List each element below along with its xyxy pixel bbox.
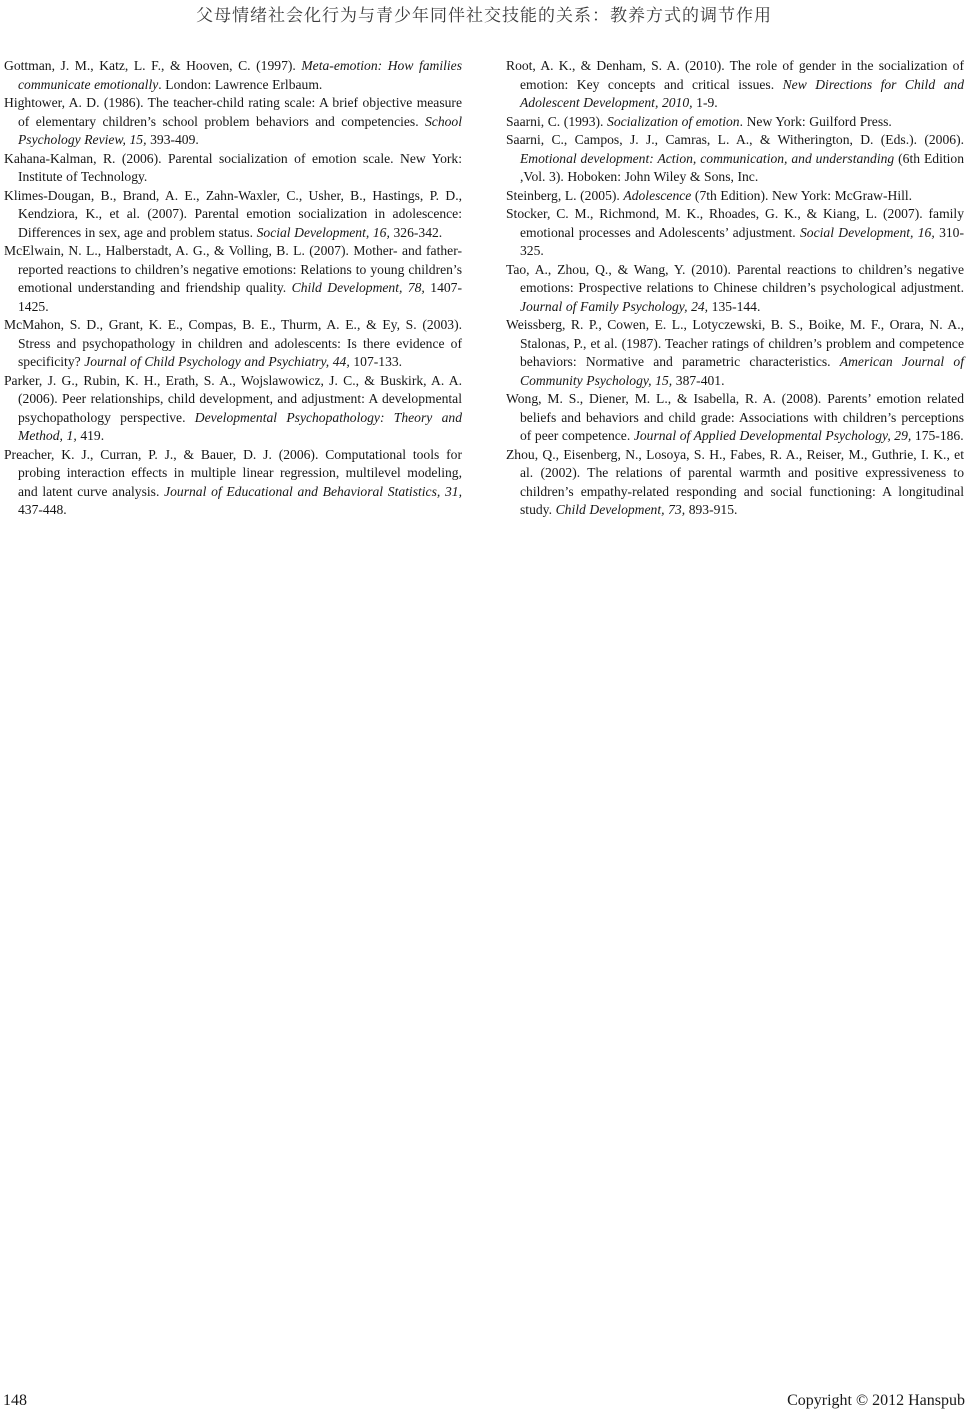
reference-italic-segment: American Journal of Community Psychology, 15, — [520, 354, 964, 388]
reference-entry — [4, 242, 462, 316]
reference-text-segment: 1407-1425. — [18, 280, 462, 314]
reference-text-segment: 175-186. — [914, 428, 964, 443]
reference-text-segment: Tao, A., Zhou, Q., & Wang, Y. (2010). Parental reactions to children’s negative emotions: Prospective relations to Chinese children’s psychological adjustment. — [506, 261, 964, 295]
reference-italic-segment: Journal of Educational and Behavioral Statistics, 31, — [164, 483, 462, 499]
reference-text-segment: Weissberg, R. P., Cowen, E. L., Lotyczewski, B. S., Boike, M. F., Orara, N. A., Stalonas, P., et al. (1987). Teacher ratings of children’s problem and competence behaviors: Normative and parametric characteristics. — [506, 317, 964, 369]
reference-italic-segment: Child Development, 73, — [555, 502, 689, 517]
page-header — [0, 0, 968, 27]
reference-text-segment: 387-401. — [675, 372, 725, 388]
reference-entry — [506, 316, 964, 390]
reference-italic-segment: School Psychology Review, 15, — [18, 113, 462, 147]
reference-text-segment: Kahana-Kalman, R. (2006). Parental socialization of emotion scale. New York: Institute of Technology. — [4, 150, 462, 184]
reference-italic-segment: Emotional development: Action, communication, and understanding — [520, 150, 895, 166]
reference-italic-segment: Adolescence — [623, 187, 692, 203]
reference-text-segment: 437-448. — [18, 502, 67, 517]
reference-text-segment: 135-144. — [711, 298, 761, 314]
copyright-notice: Copyright © 2012 Hanspub — [787, 1392, 965, 1409]
reference-entry — [4, 316, 462, 372]
reference-entry — [4, 94, 462, 150]
reference-entry — [4, 187, 462, 243]
reference-entry — [4, 446, 462, 520]
reference-text-segment: . London: Lawrence Erlbaum. — [158, 76, 323, 92]
reference-italic-segment: Journal of Family Psychology, 24, — [520, 298, 712, 314]
reference-text-segment: 1-9. — [696, 95, 718, 110]
reference-text-segment: Root, A. K., & Denham, S. A. (2010). The role of gender in the socialization of emotion: Key concepts and critical issues. — [506, 58, 964, 92]
reference-text-segment: Preacher, K. J., Curran, P. J., & Bauer, D. J. (2006). Computational tools for probing interaction effects in multiple linear regression, multilevel modeling, and latent curve analysis. — [4, 446, 462, 499]
reference-text-segment: Gottman, J. M., Katz, L. F., & Hooven, C. (1997). — [4, 58, 302, 73]
reference-italic-segment: Developmental Psychopathology: Theory and Method, 1, — [18, 409, 462, 443]
reference-entry — [4, 57, 462, 94]
reference-text-segment: 310-325. — [520, 224, 964, 258]
reference-entry — [4, 372, 462, 446]
reference-entry — [4, 150, 462, 187]
reference-italic-segment: Meta-emotion: How families communicate emotionally — [18, 58, 462, 92]
reference-entry — [506, 113, 964, 132]
reference-text-segment: Saarni, C., Campos, J. J., Camras, L. A., & Witherington, D. (Eds.). (2006). — [506, 132, 964, 147]
reference-text-segment: Wong, M. S., Diener, M. L., & Isabella, R. A. (2008). Parents’ emotion related beliefs and behaviors and child grade: Associations with children’s perceptions of peer competence. — [506, 391, 964, 443]
reference-text-segment: Steinberg, L. (2005). — [506, 187, 624, 203]
reference-entry — [506, 261, 964, 317]
reference-text-segment: Hightower, A. D. (1986). The teacher-child rating scale: A brief objective measure of elementary children’s school problem behaviors and competencies. — [4, 95, 462, 129]
page-number: 148 — [3, 1392, 27, 1409]
reference-italic-segment: New Directions for Child and Adolescent Development, 2010, — [520, 76, 964, 110]
reference-italic-segment: Child Development, 78, — [291, 280, 431, 295]
reference-text-segment: 326-342. — [393, 224, 443, 240]
reference-entry — [506, 187, 964, 206]
reference-italic-segment: Socialization of emotion — [607, 113, 740, 129]
reference-text-segment: Zhou, Q., Eisenberg, N., Losoya, S. H., Fabes, R. A., Reiser, M., Guthrie, I. K., et al. (2002). The relations of parental warmth and positive expressiveness to children’s empathy-related responding and social functioning: A longitudinal study. — [506, 446, 964, 517]
reference-text-segment: Stocker, C. M., Richmond, M. K., Rhoades, G. K., & Kiang, L. (2007). family emotional processes and Adolescents’ adjustment. — [506, 206, 964, 240]
page-footer — [3, 1391, 965, 1411]
reference-italic-segment: Social Development, 16, — [800, 224, 940, 240]
running-head-title: 父母情绪社会化行为与青少年同伴社交技能的关系：教养方式的调节作用 — [196, 6, 772, 25]
reference-text-segment: (6th Edition ,Vol. 3). Hoboken: John Wiley & Sons, Inc. — [520, 150, 964, 184]
reference-text-segment: 419. — [80, 428, 105, 443]
reference-text-segment: Parker, J. G., Rubin, K. H., Erath, S. A., Wojslawowicz, J. C., & Buskirk, A. A. (2006). Peer relationships, child development, and adjustment: A developmental psychopathology perspective. — [4, 372, 462, 425]
references-column-right — [506, 57, 964, 520]
reference-italic-segment: Journal of Child Psychology and Psychiatry, 44, — [84, 354, 354, 369]
reference-columns — [0, 57, 968, 520]
reference-entry — [506, 57, 964, 113]
reference-entry — [506, 205, 964, 261]
reference-text-segment: (7th Edition). New York: McGraw-Hill. — [691, 187, 913, 203]
reference-text-segment: . New York: Guilford Press. — [739, 113, 892, 129]
reference-text-segment: 893-915. — [688, 502, 738, 517]
reference-text-segment: McElwain, N. L., Halberstadt, A. G., & Volling, B. L. (2007). Mother- and father-reported reactions to children’s negative emotions: Relations to young children’s emotional understanding and friendship quality. — [4, 243, 462, 295]
reference-entry — [506, 131, 964, 187]
reference-italic-segment: Journal of Applied Developmental Psychology, 29, — [633, 428, 915, 443]
reference-italic-segment: Social Development, 16, — [256, 224, 394, 240]
reference-text-segment: McMahon, S. D., Grant, K. E., Compas, B. E., Thurm, A. E., & Ey, S. (2003). Stress and psychopathology in children and adolescents: Is there evidence of specificity? — [4, 317, 462, 369]
reference-entry — [506, 446, 964, 520]
reference-entry — [506, 390, 964, 446]
reference-text-segment: 393-409. — [150, 132, 199, 147]
reference-text-segment: 107-133. — [353, 354, 403, 369]
reference-text-segment: Saarni, C. (1993). — [506, 113, 608, 129]
reference-text-segment: Klimes-Dougan, B., Brand, A. E., Zahn-Waxler, C., Usher, B., Hastings, P. D., Kendziora, K., et al. (2007). Parental emotion socialization in adolescence: Differences in sex, age and problem status. — [4, 187, 462, 240]
references-column-left — [4, 57, 462, 520]
